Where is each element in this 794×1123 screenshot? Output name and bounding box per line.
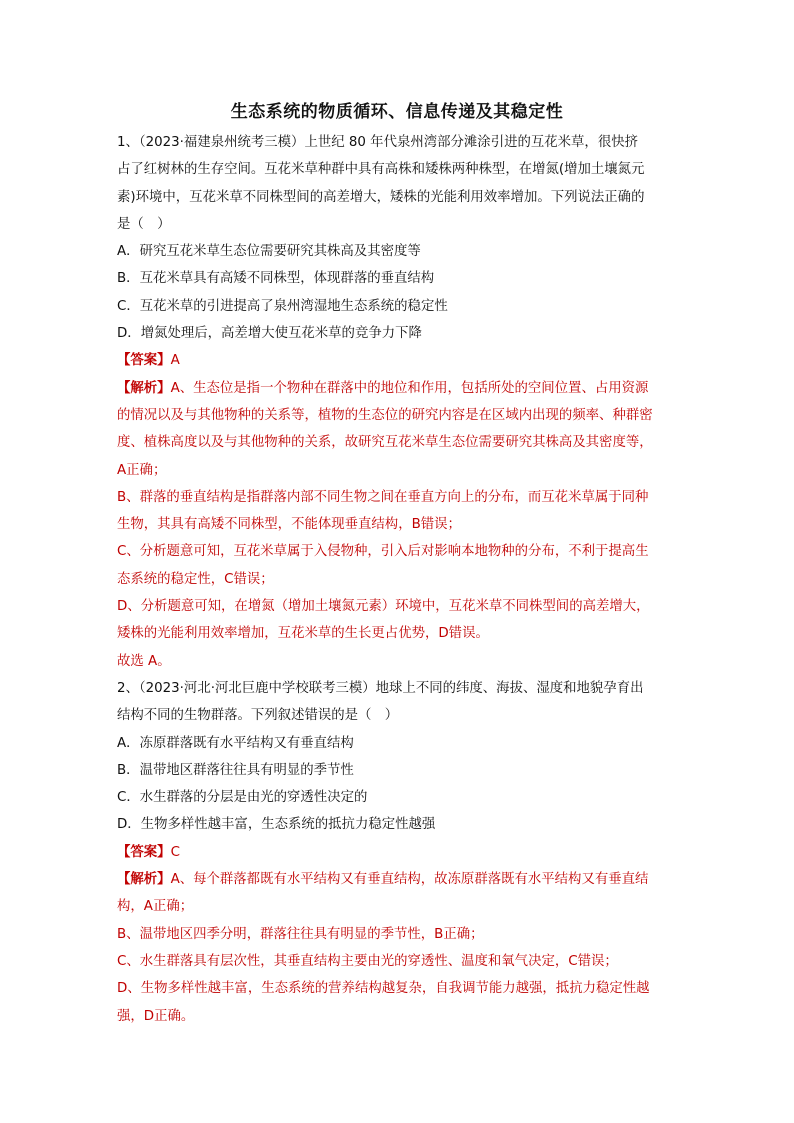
question-1-analysis-line: 度、植株高度以及与其他物种的关系，故研究互花米草生态位需要研究其株高及其密度等， [117,435,653,451]
question-2-analysis-line [117,866,687,893]
question-1-conclusion: 故选 A。 [117,653,171,669]
question-1-stem-line: 占了红树林的生存空间。互花米草种群中具有高株和矮株两种株型，在增氮(增加土壤氮元 [117,162,645,178]
question-1-analysis-line: C、分析题意可知，互花米草属于入侵物种，引入后对影响本地物种的分布，不利于提高生 [117,544,649,560]
analysis-text: A、生态位是指一个物种在群落中的地位和作用，包括所处的空间位置、占用资源 [170,380,649,396]
question-1-analysis-line: 的情况以及与其他物种的关系等，植物的生态位的研究内容是在区域内出现的频率、种群密 [117,407,653,423]
question-2-option-c: C．水生群落的分层是由光的穿透性决定的 [117,790,368,806]
question-2-analysis-line: B、温带地区四季分明，群落往往具有明显的季节性，B正确； [117,926,484,942]
question-1-option-a: A．研究互花米草生态位需要研究其株高及其密度等 [117,244,421,260]
question-2-analysis-line: D、生物多样性越丰富，生态系统的营养结构越复杂，自我调节能力越强，抵抗力稳定性越 [117,981,650,997]
question-2-analysis-line: C、水生群落具有层次性，其垂直结构主要由光的穿透性、温度和氧气决定，C错误； [117,953,618,969]
question-1-analysis-line: 态系统的稳定性，C错误； [117,571,274,587]
question-1-option-b: B．互花米草具有高矮不同株型，体现群落的垂直结构 [117,271,435,287]
question-1-analysis-line [117,375,687,402]
analysis-text: A、每个群落都既有水平结构又有垂直结构，故冻原群落既有水平结构又有垂直结 [170,872,649,888]
document-title: 生态系统的物质循环、信息传递及其稳定性 [230,102,564,122]
question-2-answer [117,839,687,866]
question-1-stem-line: 是（ ） [117,216,171,232]
question-2-option-d: D．生物多样性越丰富，生态系统的抵抗力稳定性越强 [117,817,436,833]
question-1-analysis-line: 矮株的光能利用效率增加，互花米草的生长更占优势，D错误。 [117,626,489,642]
question-1-analysis-line: 生物，其具有高矮不同株型，不能体现垂直结构，B错误； [117,517,461,533]
question-1-analysis-line: D、分析题意可知，在增氮（增加土壤氮元素）环境中，互花米草不同株型间的高差增大， [117,599,650,615]
question-2-analysis-line: 强，D正确。 [117,1008,195,1024]
question-1-analysis-line: B、群落的垂直结构是指群落内部不同生物之间在垂直方向上的分布，而互花米草属于同种 [117,489,649,505]
question-2-stem-line: 2、（2023·河北·河北巨鹿中学校联考三模）地球上不同的纬度、海拔、湿度和地貌孕育出 [117,681,644,696]
analysis-tag: 【解析】 [117,380,171,396]
answer-value: C [170,844,180,860]
question-2 [117,675,687,1030]
question-1-option-c: C．互花米草的引进提高了泉州湾湿地生态系统的稳定性 [117,298,448,314]
analysis-tag: 【解析】 [117,872,171,888]
question-1-answer [117,347,687,374]
question-1-option-d: D．增氮处理后，高差增大使互花米草的竞争力下降 [117,326,422,342]
answer-tag: 【答案】 [117,844,171,860]
question-2-stem-line: 结构不同的生物群落。下列叙述错误的是（ ） [117,708,399,724]
answer-value: A [170,353,180,369]
question-2-analysis-line: 构，A正确； [117,899,194,915]
question-1-stem-line: 素)环境中，互花米草不同株型间的高差增大，矮株的光能利用效率增加。下列说法正确的 [117,189,645,205]
question-1-stem-line: 1、（2023·福建泉州统考三模）上世纪 80 年代泉州湾部分滩涂引进的互花米草，很快挤 [117,135,638,150]
question-1 [117,129,687,675]
question-2-option-a: A．冻原群落既有水平结构又有垂直结构 [117,735,354,751]
answer-tag: 【答案】 [117,353,171,369]
question-1-analysis-line: A正确； [117,462,167,478]
question-2-option-b: B．温带地区群落往往具有明显的季节性 [117,762,354,778]
